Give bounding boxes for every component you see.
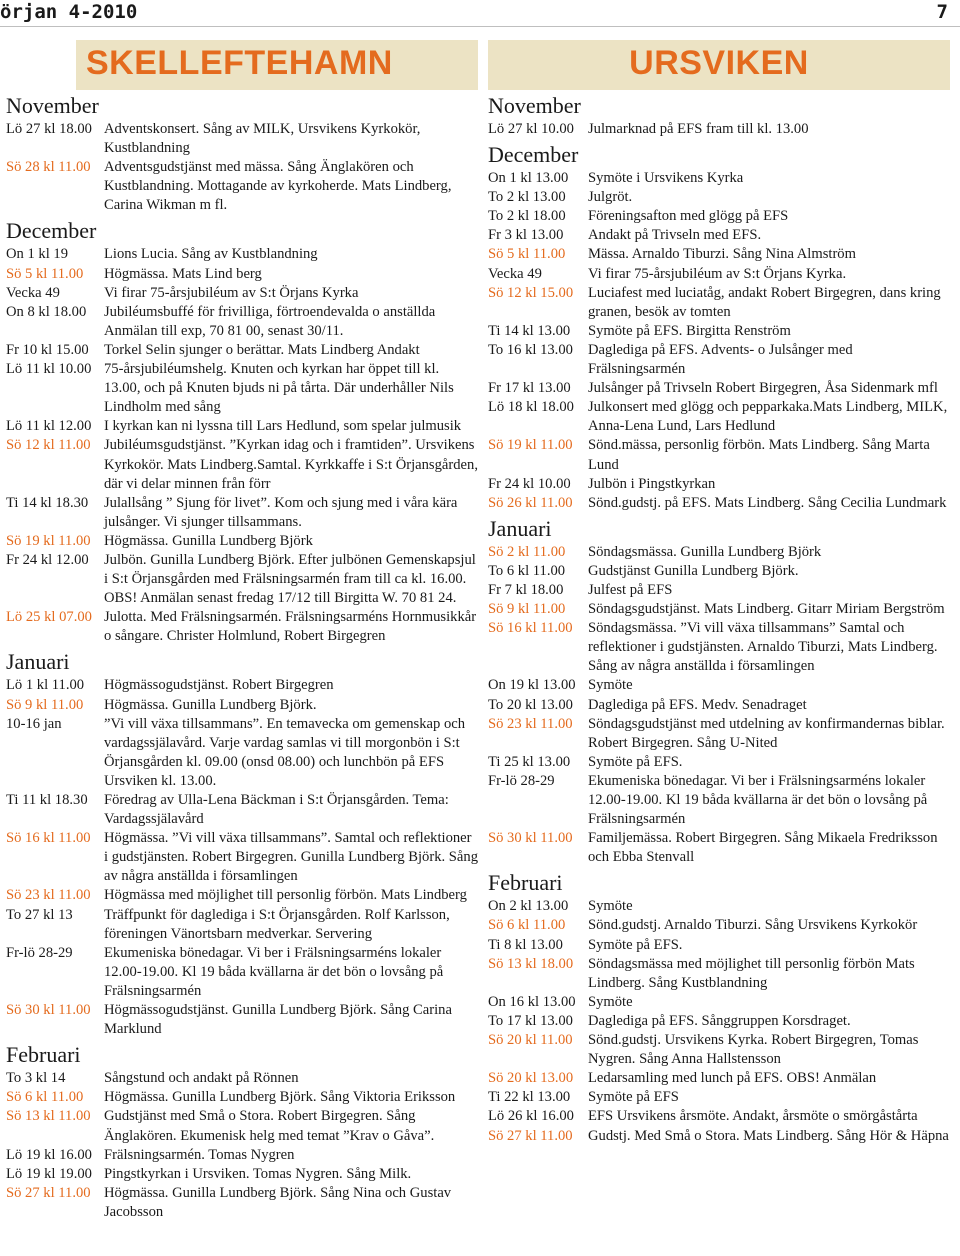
entry-date: Sö 5 kl 11.00 xyxy=(488,246,566,263)
entry-text: Familjemässa. Robert Birgegren. Sång Mikaela Fredriksson och Ebba Stenvall xyxy=(588,830,938,866)
schedule-entry xyxy=(6,791,478,829)
schedule-entry xyxy=(6,1146,478,1165)
skelleftehamn-title: SKELLEFTEHAMN xyxy=(86,44,393,82)
month-heading: Februari xyxy=(488,870,563,896)
entry-date: Sö 30 kl 11.00 xyxy=(488,830,573,847)
schedule-entry xyxy=(488,475,950,494)
entry-date: Sö 20 kl 13.00 xyxy=(488,1070,574,1087)
entry-text: Jubiléumsgudstjänst. ”Kyrkan idag och i framtiden”. Ursvikens Kyrkokör. Mats Lindberg.Samtal. Kyrkkaffe i S:t Örjansgården, där vi delar minnen från förr xyxy=(104,437,478,492)
month-heading: Januari xyxy=(488,515,552,541)
entry-text: Högmässa. Gunilla Lundberg Björk. Sång Viktoria Eriksson xyxy=(104,1089,456,1106)
entry-text: Ekumeniska bönedagar. Vi ber i Frälsningsarméns lokaler 12.00-19.00. Kl 19 båda kvällarna är det bön o lovsång på Frälsningsarmén xyxy=(588,772,928,828)
entry-date: To 20 kl 13.00 xyxy=(488,696,573,713)
schedule-entry xyxy=(6,265,478,284)
entry-text: Dagledigа på EFS. Medv. Senadraget xyxy=(588,696,807,713)
schedule-entry xyxy=(6,715,478,791)
entry-date: Sö 2 kl 11.00 xyxy=(488,543,566,560)
entry-date: Ti 25 kl 13.00 xyxy=(488,753,571,770)
schedule-entry xyxy=(6,1088,478,1107)
schedule-entry xyxy=(6,341,478,360)
entry-text: Symöte i Ursvikens Kyrka xyxy=(588,170,744,187)
entry-date: Lö 18 kl 18.00 xyxy=(488,399,574,416)
entry-text: Söndagsmässa. Gunilla Lundberg Björk xyxy=(588,543,822,560)
header-title: örjan 4-2010 xyxy=(0,1,138,23)
entry-date: Vecka 49 xyxy=(6,284,60,301)
entry-date: Lö 26 kl 16.00 xyxy=(488,1108,574,1125)
entry-date: To 2 kl 18.00 xyxy=(488,208,566,225)
schedule-entry xyxy=(488,955,950,993)
schedule-entry xyxy=(6,494,478,532)
schedule-entry xyxy=(6,829,478,886)
entry-date: Fr 7 kl 18.00 xyxy=(488,581,564,598)
entry-text: Symöte på EFS. Birgitta Renström xyxy=(588,322,791,339)
entry-text: Högmässa. Gunilla Lundberg Björk. xyxy=(104,696,317,713)
entry-date: 10-16 jan xyxy=(6,715,62,732)
entry-text: Julotta. Med Frälsningsarmén. Frälsningsarméns Hornmusikkår o sångare. Christer Holmlund, Robert Birgegren xyxy=(104,609,477,645)
entry-date: To 16 kl 13.00 xyxy=(488,341,573,358)
entry-date: To 27 kl 13 xyxy=(6,906,73,923)
entry-date: Sö 12 kl 11.00 xyxy=(6,437,91,454)
entry-date: Sö 23 kl 11.00 xyxy=(6,887,91,904)
schedule-entry xyxy=(6,944,478,1001)
entry-text: Symöte på EFS xyxy=(588,1089,679,1106)
schedule-entry xyxy=(6,608,478,646)
entry-text: Symöte xyxy=(588,993,633,1010)
entry-date: To 17 kl 13.00 xyxy=(488,1012,573,1029)
ursviken-banner xyxy=(488,40,950,90)
entry-date: Lö 25 kl 07.00 xyxy=(6,609,92,626)
entry-date: Fr 3 kl 13.00 xyxy=(488,227,564,244)
skelleftehamn-banner xyxy=(76,40,478,90)
entry-date: Sö 27 kl 11.00 xyxy=(488,1127,573,1144)
schedule-entry xyxy=(488,936,950,955)
entry-date: To 6 kl 11.00 xyxy=(488,562,566,579)
ursviken-schedule xyxy=(488,94,950,1146)
schedule-entry xyxy=(488,169,950,188)
entry-text: Julfest på EFS xyxy=(588,581,673,598)
entry-date: Lö 1 kl 11.00 xyxy=(6,677,85,694)
entry-text: Symöte xyxy=(588,898,633,915)
schedule-entry xyxy=(6,1001,478,1039)
skelleftehamn-column xyxy=(6,40,478,1222)
schedule-entry xyxy=(6,284,478,303)
entry-date: Fr-lö 28-29 xyxy=(6,944,73,961)
schedule-entry xyxy=(488,1107,950,1126)
month-heading: December xyxy=(6,218,97,244)
schedule-entry xyxy=(488,600,950,619)
schedule-entry xyxy=(6,551,478,608)
schedule-entry xyxy=(6,1107,478,1145)
entry-text: Julkonsert med glögg och pepparkaka.Mats Lindberg, MILK, Anna-Lena Lund, Lars Hedlund xyxy=(588,399,948,435)
entry-text: Adventsgudstjänst med mässa. Sång Änglakören och Kustblandning. Mottagande av kyrkoherde. Mats Lindberg, Carina Wikman m fl. xyxy=(104,159,452,214)
entry-date: Lö 19 kl 16.00 xyxy=(6,1146,92,1163)
entry-date: Sö 23 kl 11.00 xyxy=(488,715,573,732)
schedule-entry xyxy=(6,158,478,215)
schedule-entry xyxy=(6,886,478,905)
schedule-entry xyxy=(488,916,950,935)
entry-date: Vecka 49 xyxy=(488,265,542,282)
entry-text: 75-årsjubiléumshelg. Knuten och kyrkan har öppet till kl. 13.00, och på Knuten bjuds ni på tårta. Där underhåller Nils Lindholm med sång xyxy=(104,361,454,416)
schedule-entry xyxy=(488,543,950,562)
schedule-entry xyxy=(6,696,478,715)
schedule-entry xyxy=(488,1088,950,1107)
schedule-entry xyxy=(488,993,950,1012)
entry-date: To 2 kl 13.00 xyxy=(488,189,566,206)
entry-text: Föreningsafton med glögg på EFS xyxy=(588,208,789,225)
schedule-entry xyxy=(6,1069,478,1088)
entry-text: Gudstj. Med Små o Stora. Mats Lindberg. Sång Hör & Häpna xyxy=(588,1127,949,1144)
schedule-entry xyxy=(488,379,950,398)
schedule-entry xyxy=(6,1165,478,1184)
entry-text: Julsånger på Trivseln Robert Birgegren, Åsa Sidenmark mfl xyxy=(588,380,938,397)
schedule-entry xyxy=(488,676,950,695)
entry-date: Sö 16 kl 11.00 xyxy=(6,830,91,847)
schedule-entry xyxy=(488,753,950,772)
schedule-entry xyxy=(488,829,950,867)
entry-date: On 1 kl 19 xyxy=(6,246,69,263)
entry-text: Jubiléumsbuffé för frivilliga, förtroendevalda o anställda Anmälan till exp, 70 81 00, senast 30/11. xyxy=(104,303,436,339)
entry-date: Sö 6 kl 11.00 xyxy=(6,1089,84,1106)
entry-text: Dagledigа på EFS. Sånggruppen Korsdraget. xyxy=(588,1012,851,1029)
schedule-entry xyxy=(6,1184,478,1222)
entry-text: Luciafest med luciatåg, andakt Robert Birgegren, dans kring granen, besök av tomten xyxy=(588,284,941,320)
entry-date: On 2 kl 13.00 xyxy=(488,898,569,915)
entry-text: Söndagsgudstjänst. Mats Lindberg. Gitarr Miriam Bergström xyxy=(588,601,945,618)
schedule-entry xyxy=(6,417,478,436)
entry-date: Sö 13 kl 11.00 xyxy=(6,1108,91,1125)
schedule-entry xyxy=(488,696,950,715)
entry-text: Vi firar 75-årsjubiléum av S:t Örjans Kyrka xyxy=(104,284,359,301)
schedule-entry xyxy=(488,715,950,753)
schedule-entry xyxy=(488,188,950,207)
schedule-entry xyxy=(488,341,950,379)
entry-date: Lö 11 kl 12.00 xyxy=(6,418,92,435)
schedule-entry xyxy=(488,494,950,513)
entry-date: Fr 10 kl 15.00 xyxy=(6,341,89,358)
entry-date: To 3 kl 14 xyxy=(6,1070,66,1087)
entry-text: Högmässa med möjlighet till personlig förbön. Mats Lindberg xyxy=(104,887,467,904)
entry-date: Fr 17 kl 13.00 xyxy=(488,380,571,397)
entry-text: I kyrkan kan ni lyssna till Lars Hedlund, som spelar julmusik xyxy=(104,418,462,435)
entry-text: Dagledigа på EFS. Advents- o Julsånger med Frälsningsarmén xyxy=(588,341,853,378)
schedule-entry xyxy=(488,245,950,264)
entry-text: Symöte xyxy=(588,677,633,694)
schedule-entry xyxy=(488,226,950,245)
entry-date: Sö 20 kl 11.00 xyxy=(488,1032,573,1049)
entry-text: Julgröt. xyxy=(588,189,633,206)
entry-text: Julallsång ” Sjung för livet”. Kom och sjung med i våra kära julsånger. Vi sjunger tillsammans. xyxy=(104,494,458,530)
schedule-entry xyxy=(6,676,478,695)
page-number: 7 xyxy=(936,1,948,23)
entry-text: Söndagsmässa. ”Vi vill växa tillsammans” Samtal och reflektioner i gudstjänsten. Arnaldo Tiburzi, Mats Lindberg. Sång av några anställda i församlingen xyxy=(588,620,938,675)
entry-text: Vi firar 75-årsjubiléum av S:t Örjans Kyrka. xyxy=(588,265,847,282)
entry-text: Gudstjänst Gunilla Lundberg Björk. xyxy=(588,562,799,579)
entry-date: Sö 19 kl 11.00 xyxy=(6,532,91,549)
schedule-entry xyxy=(488,1012,950,1031)
entry-text: Sönd.gudstj. Arnaldo Tiburzi. Sång Ursvikens Kyrkokör xyxy=(588,917,918,934)
page-header xyxy=(0,0,960,27)
schedule-entry xyxy=(488,772,950,829)
entry-text: Söndagsmässa med möjlighet till personlig förbön Mats Lindberg. Sång Kustblandning xyxy=(588,955,915,991)
entry-date: Sö 16 kl 11.00 xyxy=(488,620,573,637)
schedule-entry xyxy=(6,906,478,944)
entry-date: Fr 24 kl 10.00 xyxy=(488,475,571,492)
schedule-entry xyxy=(488,265,950,284)
schedule-entry xyxy=(488,207,950,226)
entry-text: Sönd.mässa, personlig förbön. Mats Lindberg. Sång Marta Lund xyxy=(588,437,930,473)
schedule-entry xyxy=(488,897,950,916)
entry-text: Julbön. Gunilla Lundberg Björk. Efter julbönen Gemenskapsjul i S:t Örjansgården med Frälsningsarmén fram till ca kl. 16.00. OBS! Anmälan senast fredag 17/12 till Birgitta W. 70 81 24. xyxy=(104,551,476,607)
entry-date: Sö 30 kl 11.00 xyxy=(6,1002,91,1019)
entry-text: Adventskonsert. Sång av MILK, Ursvikens Kyrkokör, Kustblandning xyxy=(104,121,421,157)
entry-text: Söndagsgudstjänst med utdelning av konfirmandernas biblar. Robert Birgegren. Sång U-Nited xyxy=(588,715,945,751)
entry-text: Högmässa. ”Vi vill växa tillsammans”. Samtal och reflektioner i gudstjänsten. Robert Birgegren. Gunilla Lundberg Björk. Sång av några anställda i församlingen xyxy=(104,830,478,885)
entry-date: Lö 27 kl 18.00 xyxy=(6,121,92,137)
month-heading: November xyxy=(488,93,581,118)
entry-text: Frälsningsarmén. Tomas Nygren xyxy=(104,1146,295,1163)
schedule-entry xyxy=(488,120,950,139)
entry-text: Symöte på EFS. xyxy=(588,753,683,770)
schedule-entry xyxy=(488,619,950,676)
entry-text: Sönd.gudstj. Ursvikens Kyrka. Robert Birgegren, Tomas Nygren. Sång Anna Hallstensson xyxy=(588,1032,919,1068)
entry-text: Föredrag av Ulla-Lena Bäckman i S:t Örjansgården. Tema: Vardagssjälavård xyxy=(104,792,449,828)
entry-date: On 19 kl 13.00 xyxy=(488,677,576,694)
entry-text: Högmässa. Mats Lind berg xyxy=(104,265,262,282)
entry-date: Sö 12 kl 15.00 xyxy=(488,284,574,301)
entry-date: Ti 22 kl 13.00 xyxy=(488,1089,571,1106)
entry-text: Högmässa. Gunilla Lundberg Björk xyxy=(104,532,313,549)
entry-text: Mässa. Arnaldo Tiburzi. Sång Nina Almström xyxy=(588,246,856,263)
schedule-entry xyxy=(6,120,478,158)
entry-date: On 8 kl 18.00 xyxy=(6,303,87,320)
month-heading: December xyxy=(488,142,579,168)
entry-text: Pingstkyrkan i Ursviken. Tomas Nygren. Sång Milk. xyxy=(104,1165,412,1182)
entry-text: Träffpunkt för dagledigа i S:t Örjansgården. Rolf Karlsson, föreningen Vänortsbarn medverkar. Servering xyxy=(104,906,450,942)
month-heading: Februari xyxy=(6,1042,81,1068)
entry-text: Lions Lucia. Sång av Kustblandning xyxy=(104,246,318,263)
entry-date: Ti 14 kl 13.00 xyxy=(488,322,571,339)
entry-date: Sö 9 kl 11.00 xyxy=(6,696,84,713)
entry-text: Ledarsamling med lunch på EFS. OBS! Anmälan xyxy=(588,1070,877,1087)
entry-text: Torkel Selin sjunger o berättar. Mats Lindberg Andakt xyxy=(104,341,420,358)
schedule-entry xyxy=(488,322,950,341)
entry-date: On 1 kl 13.00 xyxy=(488,170,569,187)
schedule-entry xyxy=(488,1127,950,1146)
entry-text: EFS Ursvikens årsmöte. Andakt, årsmöte o smörgåstårta xyxy=(588,1108,918,1125)
schedule-entry xyxy=(6,532,478,551)
entry-text: Julmarknad på EFS fram till kl. 13.00 xyxy=(588,121,809,137)
entry-date: Sö 13 kl 18.00 xyxy=(488,955,574,972)
entry-date: Lö 11 kl 10.00 xyxy=(6,361,92,378)
entry-date: Sö 26 kl 11.00 xyxy=(488,494,573,511)
entry-text: ”Vi vill växa tillsammans”. En temavecka om gemenskap och vardagssjälavård. Varje vardag samlas vi till morgonbön i S:t Örjansgården kl. 09.00 (onsd 08.00) och lunchbön på EFS Ursviken kl. 13.00. xyxy=(104,715,466,789)
entry-date: Sö 9 kl 11.00 xyxy=(488,601,566,618)
entry-text: Ekumeniska bönedagar. Vi ber i Frälsningsarméns lokaler 12.00-19.00. Kl 19 båda kvällarna är det bön o lovsång på Frälsningsarmén xyxy=(104,944,444,999)
entry-date: Lö 19 kl 19.00 xyxy=(6,1165,92,1182)
entry-text: Sångstund och andakt på Rönnen xyxy=(104,1070,299,1087)
schedule-entry xyxy=(488,1031,950,1069)
entry-text: Högmässa. Gunilla Lundberg Björk. Sång Nina och Gustav Jacobsson xyxy=(104,1184,452,1220)
schedule-entry xyxy=(6,436,478,493)
entry-date: Lö 27 kl 10.00 xyxy=(488,121,574,137)
schedule-entry xyxy=(488,436,950,474)
schedule-entry xyxy=(488,562,950,581)
schedule-entry xyxy=(6,360,478,417)
entry-text: Högmässogudstjänst. Gunilla Lundberg Björk. Sång Carina Marklund xyxy=(104,1002,452,1038)
entry-text: Julbön i Pingstkyrkan xyxy=(588,475,716,492)
entry-date: Sö 27 kl 11.00 xyxy=(6,1184,91,1201)
schedule-entry xyxy=(488,398,950,436)
entry-date: Sö 6 kl 11.00 xyxy=(488,917,566,934)
entry-date: On 16 kl 13.00 xyxy=(488,993,576,1010)
entry-date: Ti 14 kl 18.30 xyxy=(6,494,89,511)
entry-date: Sö 5 kl 11.00 xyxy=(6,265,84,282)
entry-date: Ti 11 kl 18.30 xyxy=(6,792,88,808)
entry-date: Sö 28 kl 11.00 xyxy=(6,159,91,176)
schedule-entry xyxy=(488,284,950,322)
month-heading: Januari xyxy=(6,649,70,675)
schedule-entry xyxy=(6,245,478,264)
entry-text: Sönd.gudstj. på EFS. Mats Lindberg. Sång Cecilia Lundmark xyxy=(588,494,947,511)
schedule-entry xyxy=(488,1069,950,1088)
entry-text: Högmässogudstjänst. Robert Birgegren xyxy=(104,677,334,694)
entry-text: Andakt på Trivseln med EFS. xyxy=(588,227,762,244)
entry-date: Ti 8 kl 13.00 xyxy=(488,936,563,953)
ursviken-column xyxy=(488,40,950,1146)
schedule-entry xyxy=(488,581,950,600)
month-heading: November xyxy=(6,93,99,118)
ursviken-title: URSVIKEN xyxy=(629,44,809,82)
skelleftehamn-schedule xyxy=(6,94,478,1222)
entry-date: Fr-lö 28-29 xyxy=(488,772,555,789)
schedule-entry xyxy=(6,303,478,341)
entry-date: Sö 19 kl 11.00 xyxy=(488,437,573,454)
entry-text: Symöte på EFS. xyxy=(588,936,683,953)
entry-text: Gudstjänst med Små o Stora. Robert Birgegren. Sång Änglakören. Ekumenisk helg med temat ”Krav o Gåva”. xyxy=(104,1108,435,1144)
entry-date: Fr 24 kl 12.00 xyxy=(6,551,89,568)
